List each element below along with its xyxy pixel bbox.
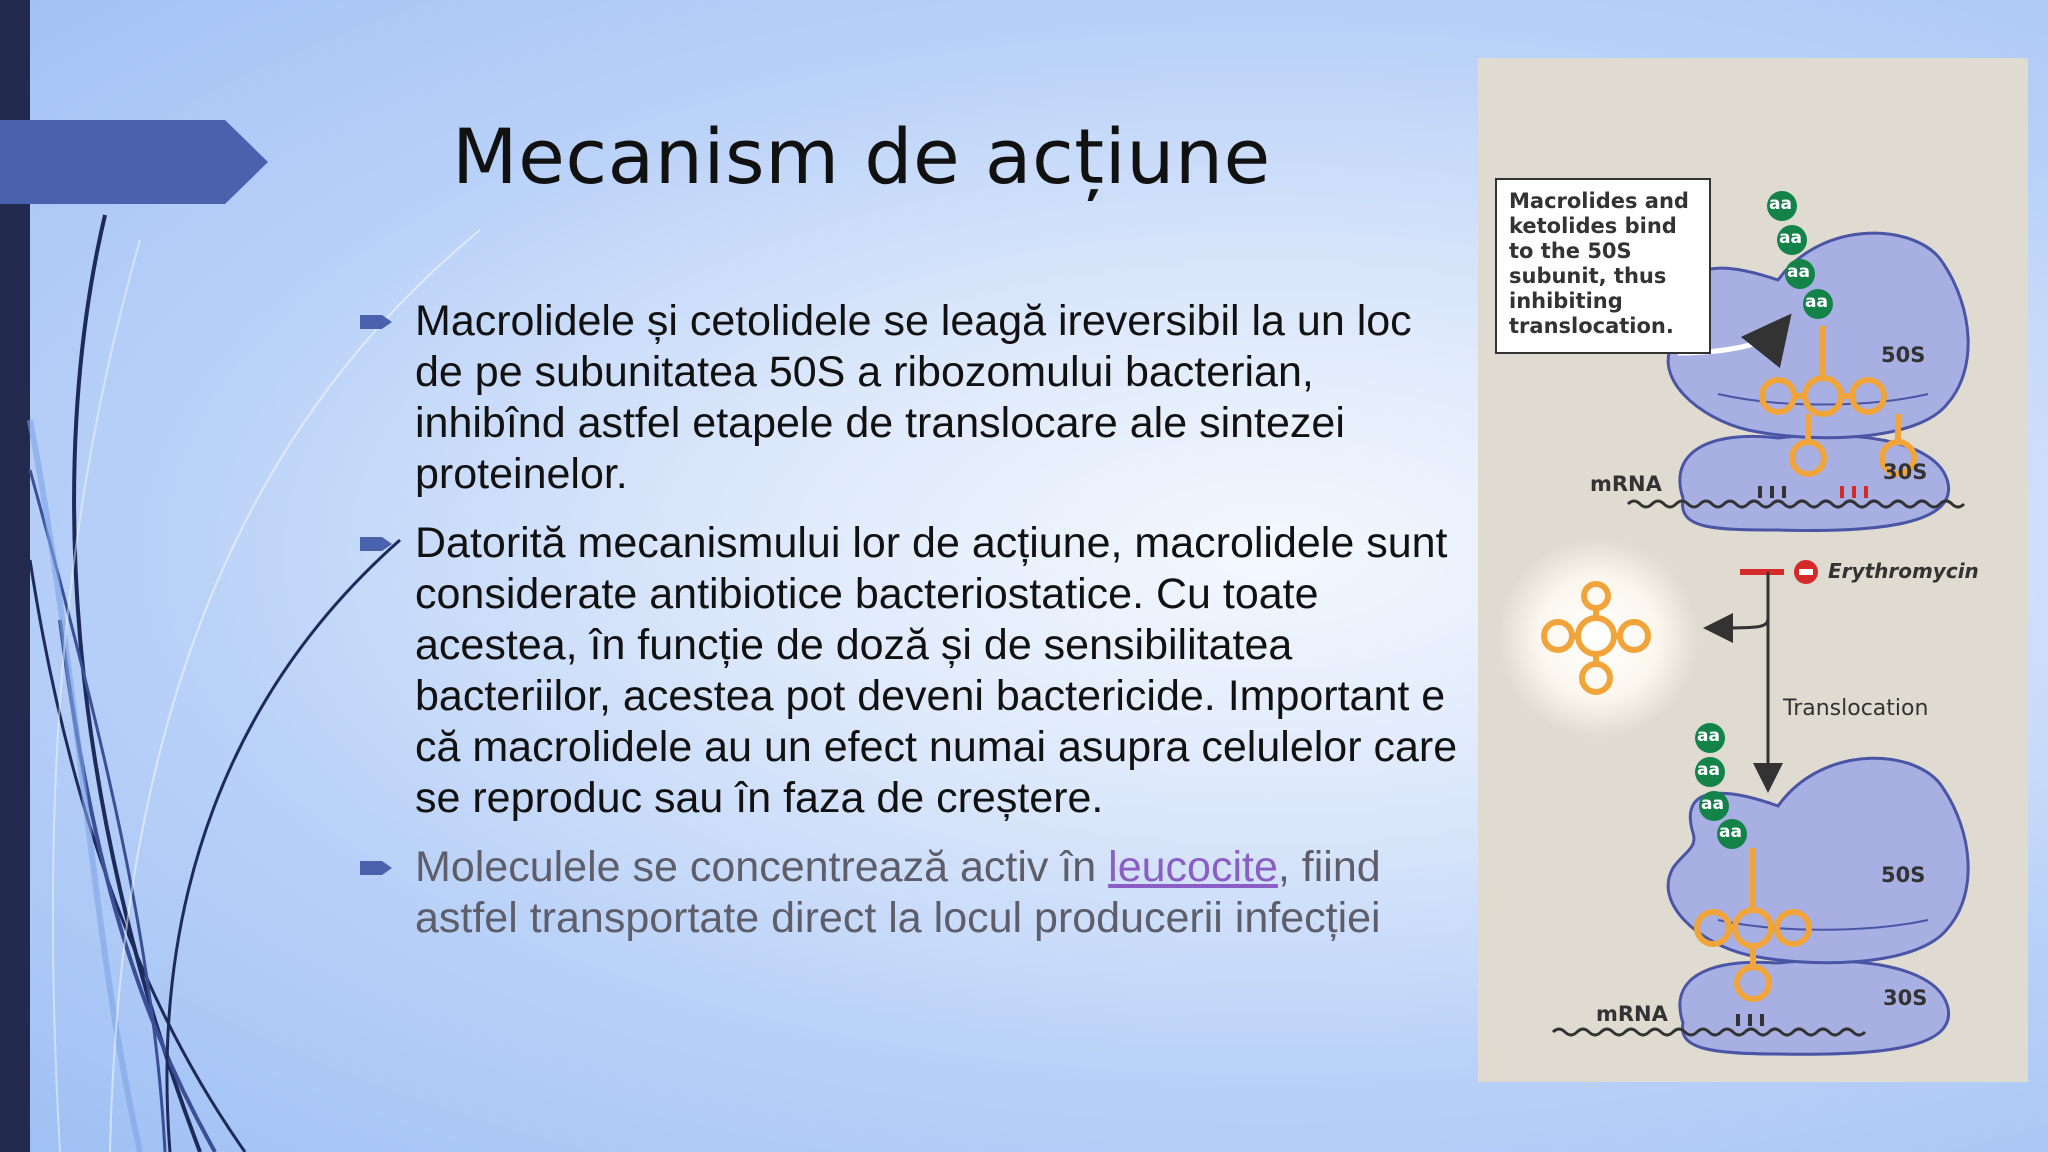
release-glow [1498, 538, 1698, 738]
bullet-text: Macrolidele și cetolidele se leagă ireversibil la un loc de pe subunitatea 50S a ribozomului bacterian, inhibînd astfel etapele de translocare ale sintezei proteinelor. [415, 297, 1412, 498]
mrna-label-top: mRNA [1590, 472, 1662, 496]
slide-title: Mecanism de acțiune [452, 112, 1271, 201]
bullet-text-start: Moleculele se concentrează activ în [415, 843, 1109, 891]
translocation-label: Translocation [1783, 696, 1929, 721]
aa-label: aa [1787, 262, 1810, 282]
bullet-item [360, 296, 1470, 500]
arrow-bullet-icon [360, 534, 394, 554]
aa-label: aa [1779, 228, 1802, 248]
mrna-label-bottom: mRNA [1596, 1002, 1668, 1026]
aa-label: aa [1701, 794, 1724, 814]
bullet-list [360, 296, 1470, 962]
bullet-text [415, 842, 1470, 944]
arrow-bullet-icon [360, 858, 394, 878]
subunit-50s-label-top: 50S [1881, 343, 1926, 367]
bullet-text: Datorită mecanismului lor de acțiune, macrolidele sunt considerate antibiotice bacteriostatice. Cu toate acestea, în funcție de doză și de sensibilitatea bacteriilor, acestea pot deveni bactericide. Important e că macrolidele au un efect numai asupra celulelor care se reproduc sau în faza de creștere. [415, 519, 1458, 822]
aa-label: aa [1719, 822, 1742, 842]
arrow-bullet-icon [360, 312, 394, 332]
aa-label: aa [1805, 292, 1828, 312]
bullet-text-end: , fiind astfel transportate direct la locul producerii infecției [415, 843, 1381, 942]
release-arrow [1718, 572, 1768, 628]
subunit-30s-label-bottom: 30S [1883, 986, 1928, 1010]
subunit-50s-label-bottom: 50S [1881, 863, 1926, 887]
leucocite-link[interactable]: leucocite [1108, 843, 1278, 891]
mechanism-callout: Macrolides and ketolides bind to the 50S subunit, thus inhibiting translocation. [1495, 178, 1711, 354]
aa-label: aa [1697, 726, 1720, 746]
title-arrow-tab [0, 0, 270, 210]
aa-label: aa [1769, 194, 1792, 214]
erythromycin-label: Erythromycin [1828, 559, 1979, 583]
subunit-30s-label-top: 30S [1883, 460, 1928, 484]
bullet-item [360, 842, 1470, 944]
aa-label: aa [1697, 760, 1720, 780]
bullet-item [360, 518, 1470, 824]
mechanism-figure [1478, 58, 2028, 1082]
